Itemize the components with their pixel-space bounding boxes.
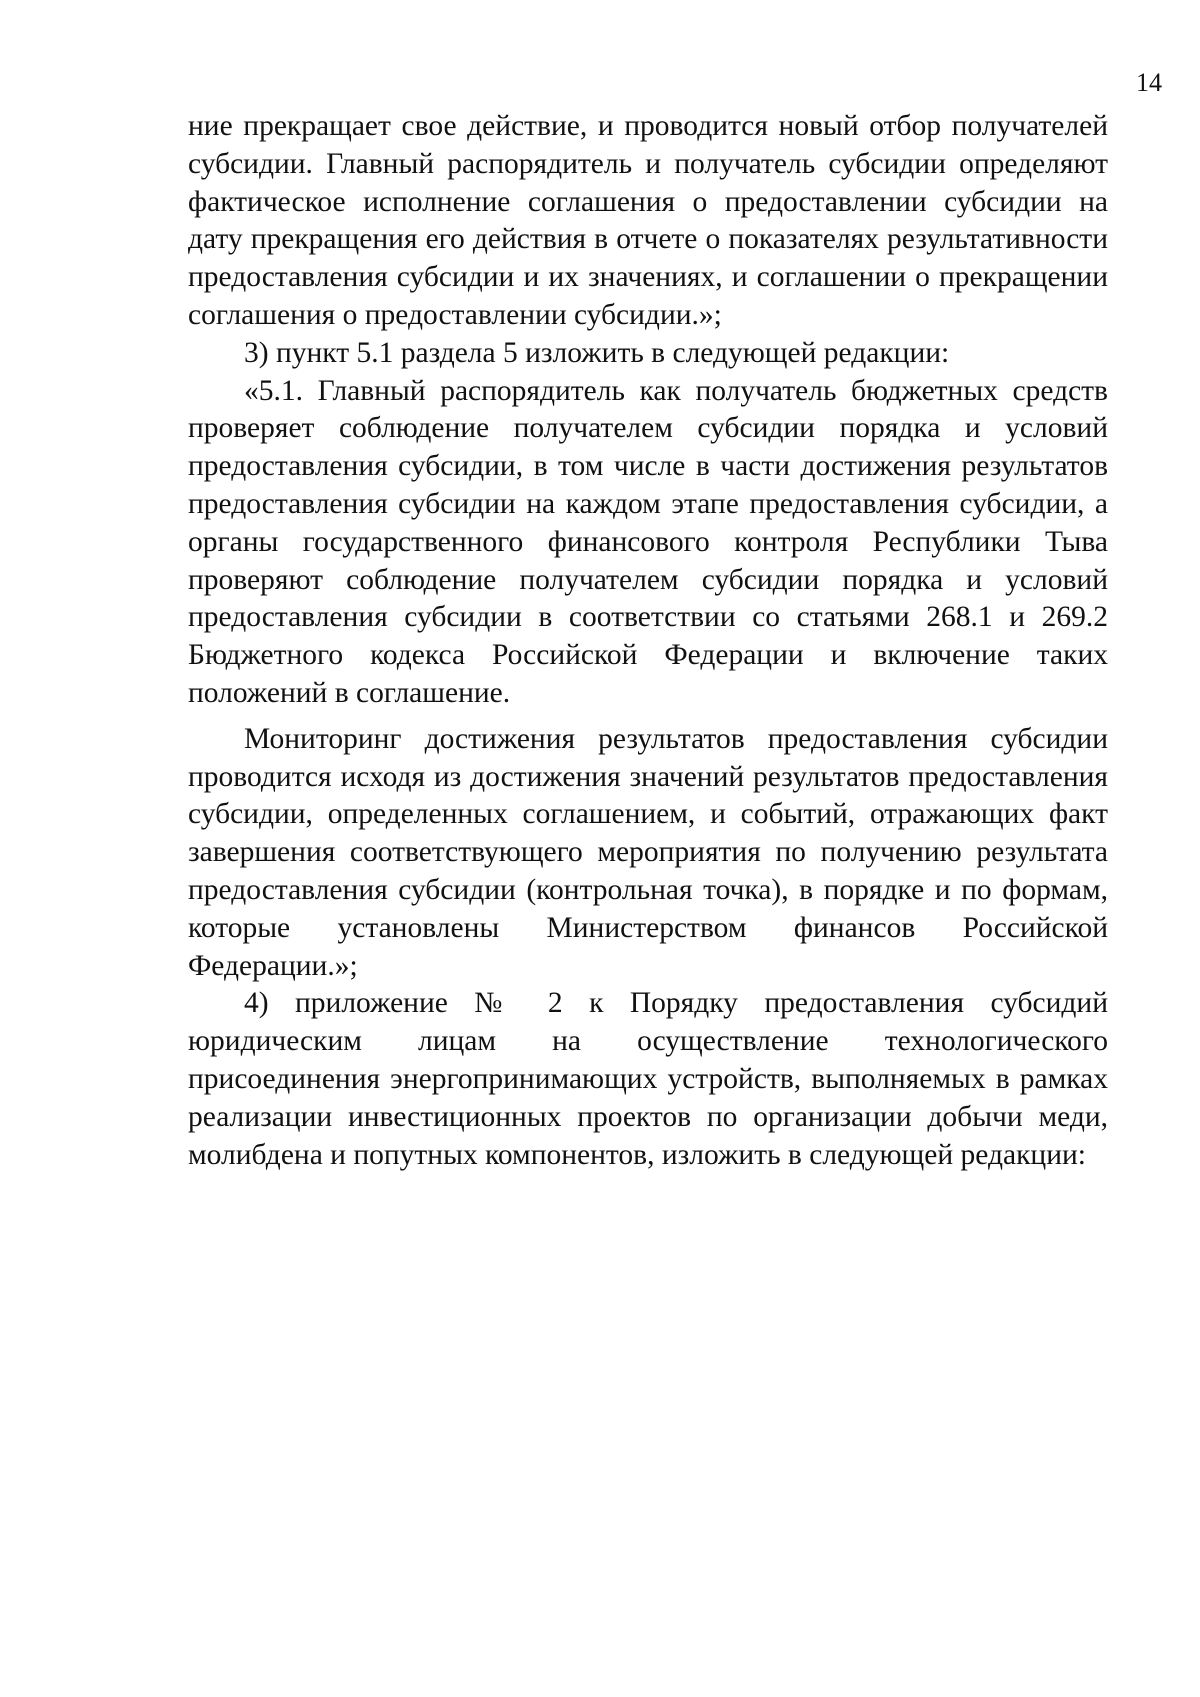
paragraph-monitoring: Мониторинг достижения результатов предоставления субсидии проводится исходя из достижения значений результатов предоставления субсидии, определенных соглашением, и событий, отражающих факт завершения соответствующего мероприятия по получению результата предоставления субсидии (контрольная точка), в порядке и по формам, которые установлены Министерством финансов Российской Федерации.»;: [188, 722, 1108, 982]
page-number: 14: [1136, 68, 1162, 97]
document-body: [188, 108, 1108, 1174]
paragraph-item-4: 4) приложение № 2 к Порядку предоставления субсидий юридическим лицам на осуществление технологического присоединения энергопринимающих устройств, выполняемых в рамках реализации инвестиционных проектов по организации добычи меди, молибдена и попутных компонентов, изложить в следующей редакции:: [188, 987, 1108, 1171]
paragraph-clause-5-1: «5.1. Главный распорядитель как получатель бюджетных средств проверяет соблюдение получателем субсидии порядка и условий предоставления субсидии, в том числе в части достижения результатов предоставления субсидии на каждом этапе предоставления субсидии, а органы государственного финансового контроля Республики Тыва проверяют соблюдение получателем субсидии порядка и условий предоставления субсидии в соответствии со статьями 268.1 и 269.2 Бюджетного кодекса Российской Федерации и включение таких положений в соглашение.: [188, 374, 1108, 709]
paragraph-item-3: 3) пункт 5.1 раздела 5 изложить в следующей редакции:: [244, 336, 950, 369]
paragraph-continuation: ние прекращает свое действие, и проводится новый отбор получателей субсидии. Главный распорядитель и получатель субсидии определяют фактическое исполнение соглашения о предоставлении субсидии на дату прекращения его действия в отчете о показателях результативности предоставления субсидии и их значениях, и соглашении о прекращении соглашения о предоставлении субсидии.»;: [188, 110, 1108, 331]
